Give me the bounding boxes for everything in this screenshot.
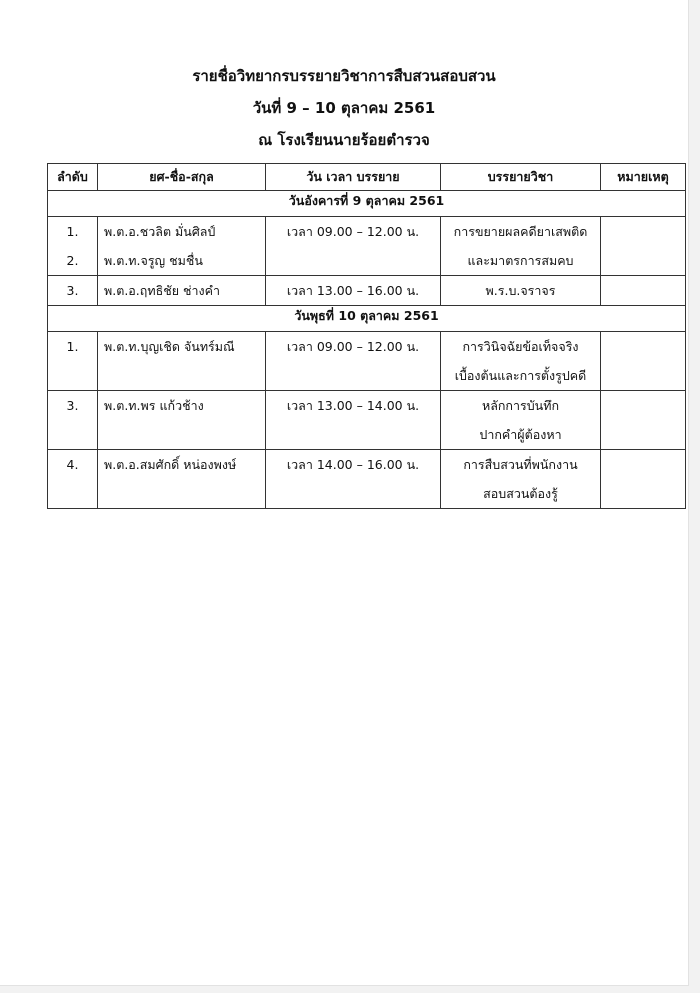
lecture-time: เวลา 13.00 – 16.00 น.	[286, 283, 420, 298]
subject-line: สอบสวนต้องรู้	[483, 486, 558, 501]
order-number: 3.	[66, 283, 79, 298]
order-cell	[48, 450, 98, 509]
order-cell	[48, 217, 98, 276]
note-cell	[601, 276, 686, 306]
subject-line: พ.ร.บ.จราจร	[485, 283, 556, 298]
speaker-name: พ.ต.ท.บุญเชิด จันทร์มณี	[104, 339, 235, 354]
subject-cell	[441, 332, 601, 391]
order-cell	[48, 332, 98, 391]
table-row	[48, 450, 686, 509]
note-cell	[601, 332, 686, 391]
subject-line: หลักการบันทึก	[481, 398, 560, 413]
column-header-subject: บรรยายวิชา	[441, 164, 601, 191]
column-header-name: ยศ-ชื่อ-สกุล	[98, 164, 266, 191]
speaker-name: พ.ต.อ.ฤทธิชัย ช่างคำ	[104, 283, 220, 298]
name-cell	[98, 332, 266, 391]
column-header-note: หมายเหตุ	[601, 164, 686, 191]
subject-line: การสืบสวนที่พนักงาน	[463, 457, 578, 472]
subject-line: เบื้องต้นและการตั้งรูปคดี	[454, 368, 587, 383]
subject-line: การวินิจฉัยข้อเท็จจริง	[462, 339, 579, 354]
subject-cell	[441, 276, 601, 306]
order-number: 2.	[66, 253, 79, 268]
column-header-time: วัน เวลา บรรยาย	[266, 164, 441, 191]
document-venue: ณ โรงเรียนนายร้อยตำรวจ	[258, 131, 430, 149]
lecture-time: เวลา 09.00 – 12.00 น.	[286, 339, 420, 354]
order-number: 4.	[66, 457, 79, 472]
lecture-time: เวลา 09.00 – 12.00 น.	[286, 224, 420, 239]
speaker-name: พ.ต.ท.พร แก้วช้าง	[104, 398, 204, 413]
name-cell	[98, 217, 266, 276]
subject-cell	[441, 391, 601, 450]
subject-cell	[441, 217, 601, 276]
table-row	[48, 332, 686, 391]
note-cell	[601, 450, 686, 509]
day-label: วันอังคารที่ 9 ตุลาคม 2561	[48, 191, 686, 217]
subject-line: ปากคำผู้ต้องหา	[479, 427, 562, 442]
lecture-time: เวลา 13.00 – 14.00 น.	[286, 398, 420, 413]
note-cell	[601, 217, 686, 276]
time-cell	[266, 391, 441, 450]
speaker-name: พ.ต.อ.สมศักดิ์ หน่องพงษ์	[104, 457, 237, 472]
day-header-row	[48, 191, 686, 217]
subject-line: การขยายผลคดียาเสพติด	[453, 224, 588, 239]
table-row	[48, 276, 686, 306]
order-number: 1.	[66, 224, 79, 239]
order-cell	[48, 276, 98, 306]
table-row	[48, 391, 686, 450]
day-label: วันพุธที่ 10 ตุลาคม 2561	[48, 306, 686, 332]
document-date: วันที่ 9 – 10 ตุลาคม 2561	[252, 99, 436, 117]
time-cell	[266, 450, 441, 509]
time-cell	[266, 217, 441, 276]
speaker-name: พ.ต.ท.จรูญ ชมชื่น	[104, 253, 203, 268]
name-cell	[98, 276, 266, 306]
subject-cell	[441, 450, 601, 509]
lecture-time: เวลา 14.00 – 16.00 น.	[286, 457, 420, 472]
time-cell	[266, 332, 441, 391]
order-number: 1.	[66, 339, 79, 354]
time-cell	[266, 276, 441, 306]
speaker-name: พ.ต.อ.ชวลิต มั่นศิลป์	[104, 224, 216, 239]
name-cell	[98, 450, 266, 509]
column-header-order: ลำดับ	[48, 164, 98, 191]
order-cell	[48, 391, 98, 450]
table-header-row	[48, 164, 686, 191]
order-number: 3.	[66, 398, 79, 413]
name-cell	[98, 391, 266, 450]
document-title: รายชื่อวิทยากรบรรยายวิชาการสืบสวนสอบสวน	[192, 67, 496, 85]
subject-line: และมาตรการสมคบ	[467, 253, 574, 268]
note-cell	[601, 391, 686, 450]
day-header-row	[48, 306, 686, 332]
table-row	[48, 217, 686, 276]
schedule-table	[47, 163, 686, 509]
